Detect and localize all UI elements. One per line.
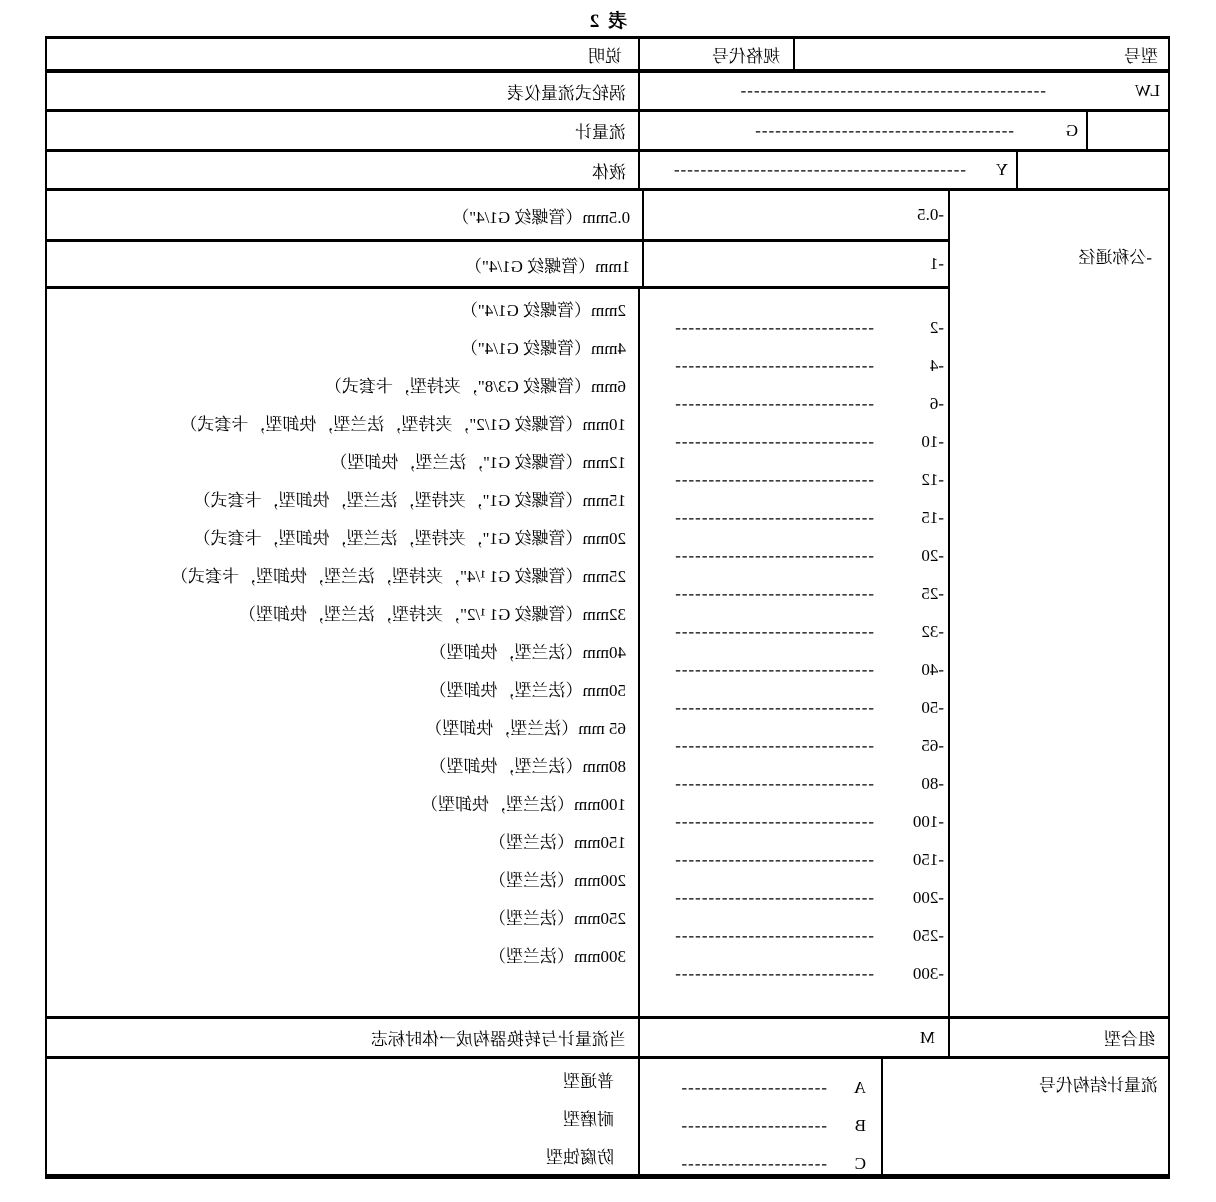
code-line — [640, 917, 948, 955]
code-d1: -1 — [642, 242, 948, 286]
code-d05: -0.5 — [642, 191, 948, 239]
cell-y-desc: 液体 — [592, 162, 626, 182]
dash-fill: ------------------------------ — [674, 432, 874, 451]
table-header-row — [47, 39, 1168, 73]
diameter-desc: 4mm（管螺纹 G1/4"） — [460, 339, 626, 358]
code-y: Y — [995, 160, 1008, 179]
diameter-code: -250 — [912, 926, 944, 945]
dash-fill: ---------------------- — [680, 1116, 827, 1135]
cell-lw-desc: 涡轮式流量仪表 — [507, 83, 626, 103]
diameter-desc: 300mm（法兰型） — [489, 947, 626, 966]
step-spacer — [1086, 112, 1168, 149]
diameter-code: -2 — [929, 318, 944, 337]
structure-desc: 防腐蚀型 — [546, 1148, 614, 1167]
code-line — [640, 461, 948, 499]
dash-fill: ------------------------------ — [674, 964, 874, 983]
dash-fill: ------------------------------ — [674, 508, 874, 527]
code-g: G — [1065, 120, 1078, 140]
code-line — [640, 689, 948, 727]
dash-fill: ---------------------------------------------- — [739, 81, 1046, 100]
structure-desc: 耐磨型 — [563, 1110, 614, 1129]
header-spec-code: 规格代号 — [638, 39, 793, 69]
code-line — [640, 1069, 866, 1107]
row-structure-codes — [47, 1059, 1168, 1174]
table-title: 表 2 — [587, 11, 628, 32]
dash-fill: ------------------------------ — [674, 888, 874, 907]
structure-code: C — [854, 1154, 866, 1173]
dash-fill: ------------------------------ — [674, 774, 874, 793]
diameter-label: -公称通径 — [1078, 248, 1152, 267]
diameter-rows — [47, 191, 948, 1016]
diameter-desc: 50mm（法兰型，快卸型） — [429, 681, 626, 700]
structure-desc: 普通型 — [563, 1072, 614, 1091]
structure-desc-column — [47, 1059, 638, 1174]
code-line — [640, 1107, 866, 1145]
code-lw: LW — [1134, 81, 1160, 100]
diameter-code: -15 — [921, 508, 944, 527]
diameter-code: -12 — [921, 470, 944, 489]
dash-fill: ------------------------------ — [674, 546, 874, 565]
code-line — [640, 803, 948, 841]
diameter-code-column — [638, 289, 948, 1016]
desc-d05: 0.5mm（管螺纹 G1/4"） — [452, 207, 631, 227]
dash-fill: ------------------------------ — [674, 736, 874, 755]
diameter-desc: 200mm（法兰型） — [489, 871, 626, 890]
cell-lw-code — [638, 73, 1168, 109]
dash-fill: ------------------------------ — [674, 318, 874, 337]
structure-code: B — [854, 1116, 866, 1135]
dash-fill: ------------------------------ — [674, 622, 874, 641]
row-d2-d300 — [47, 289, 948, 1016]
dash-fill: ------------------------------ — [674, 356, 874, 375]
diameter-code: -10 — [921, 432, 944, 451]
diameter-desc: 15mm（管螺纹 G1"，夹持型，法兰型，快卸型，卡套式） — [193, 491, 626, 510]
dash-fill: ------------------------------ — [674, 660, 874, 679]
code-line — [640, 1145, 866, 1183]
diameter-desc: 32mm（管螺纹 G1 ¹/2"，夹持型，法兰型，快卸型） — [239, 605, 626, 624]
diameter-desc: 6mm（管螺纹 G3/8"，夹持型，卡套式） — [324, 377, 626, 396]
dash-fill: ------------------------------ — [674, 926, 874, 945]
diameter-code: -65 — [921, 736, 944, 755]
diameter-desc: 150mm（法兰型） — [489, 833, 626, 852]
dash-fill: ---------------------- — [680, 1078, 827, 1097]
cell-g-desc: 流量计 — [575, 123, 626, 142]
diameter-desc: 40mm（法兰型，快卸型） — [429, 643, 626, 662]
desc-d1: 1mm（管螺纹 G1/4"） — [464, 256, 631, 276]
diameter-desc-column — [47, 289, 638, 1016]
mirrored-scan-wrapper — [0, 6, 1216, 1202]
dash-fill: ---------------------- — [680, 1154, 827, 1173]
diameter-code: -150 — [912, 850, 944, 869]
code-line — [640, 347, 948, 385]
code-line — [640, 537, 948, 575]
code-line — [640, 575, 948, 613]
diameter-code: -300 — [912, 964, 944, 983]
code-line — [640, 841, 948, 879]
diameter-desc: 100mm（法兰型，快卸型） — [421, 795, 626, 814]
cell-y-code — [638, 152, 1016, 188]
section-nominal-diameter — [47, 191, 1168, 1019]
diameter-code: -50 — [921, 698, 944, 717]
dash-fill: ------------------------------ — [674, 850, 874, 869]
dash-fill: ------------------------------ — [674, 584, 874, 603]
diameter-code: -100 — [912, 812, 944, 831]
row-d05 — [47, 191, 948, 242]
diameter-desc: 20mm（管螺纹 G1"，夹持型，法兰型，快卸型，卡套式） — [193, 529, 626, 548]
row-y — [47, 152, 1168, 191]
diameter-code: -200 — [912, 888, 944, 907]
dash-fill: ------------------------------ — [674, 470, 874, 489]
header-model: 型号 — [793, 39, 1168, 69]
dash-fill: ------------------------------ — [674, 698, 874, 717]
structure-code: A — [853, 1078, 866, 1097]
dash-fill: ------------------------------ — [674, 394, 874, 413]
structure-label: 流量计结构代号 — [881, 1059, 1168, 1174]
combo-label: 组合型 — [948, 1019, 1168, 1056]
diameter-desc: 65 mm（法兰型，快卸型） — [425, 719, 626, 738]
diameter-code: -6 — [929, 394, 944, 413]
header-description: 说明 — [588, 46, 622, 66]
code-line — [640, 955, 948, 993]
code-line — [640, 879, 948, 917]
diameter-code: -32 — [921, 622, 944, 641]
code-line — [640, 613, 948, 651]
row-combined-type — [47, 1019, 1168, 1059]
dash-fill: -------------------------------------------- — [672, 160, 966, 179]
diameter-desc: 2mm（管螺纹 G1/4"） — [460, 301, 626, 320]
code-line — [640, 385, 948, 423]
step-spacer — [1016, 152, 1168, 188]
combo-desc: 当流量计与转换器构成一体时标志 — [371, 1030, 626, 1049]
diameter-desc: 250mm（法兰型） — [489, 909, 626, 928]
model-designation-table — [45, 36, 1170, 1179]
code-line — [640, 765, 948, 803]
code-line — [640, 727, 948, 765]
diameter-desc: 25mm（管螺纹 G1 ¹/4"，夹持型，法兰型，快卸型，卡套式） — [171, 567, 626, 586]
dash-fill: --------------------------------------- — [754, 120, 1014, 140]
code-line — [640, 423, 948, 461]
combo-code: M — [638, 1019, 948, 1056]
diameter-desc: 80mm（法兰型，快卸型） — [429, 757, 626, 776]
row-lw — [47, 73, 1168, 112]
row-d1 — [47, 242, 948, 289]
diameter-code: -25 — [921, 584, 944, 603]
cell-g-code — [638, 112, 1086, 149]
structure-code-column — [638, 1059, 881, 1174]
cell-diameter-label — [948, 191, 1168, 1016]
diameter-code: -40 — [921, 660, 944, 679]
dash-fill: ------------------------------ — [674, 812, 874, 831]
diameter-code: -80 — [921, 774, 944, 793]
code-line — [640, 309, 948, 347]
row-g — [47, 112, 1168, 152]
diameter-desc: 10mm（管螺纹 G1/2"，夹持型，法兰型，快卸型，卡套式） — [180, 415, 626, 434]
diameter-code: -4 — [929, 356, 944, 375]
code-line — [640, 651, 948, 689]
diameter-code: -20 — [921, 546, 944, 565]
diameter-desc: 12mm（管螺纹 G1''，法兰型，快卸型） — [330, 453, 626, 472]
code-line — [640, 499, 948, 537]
